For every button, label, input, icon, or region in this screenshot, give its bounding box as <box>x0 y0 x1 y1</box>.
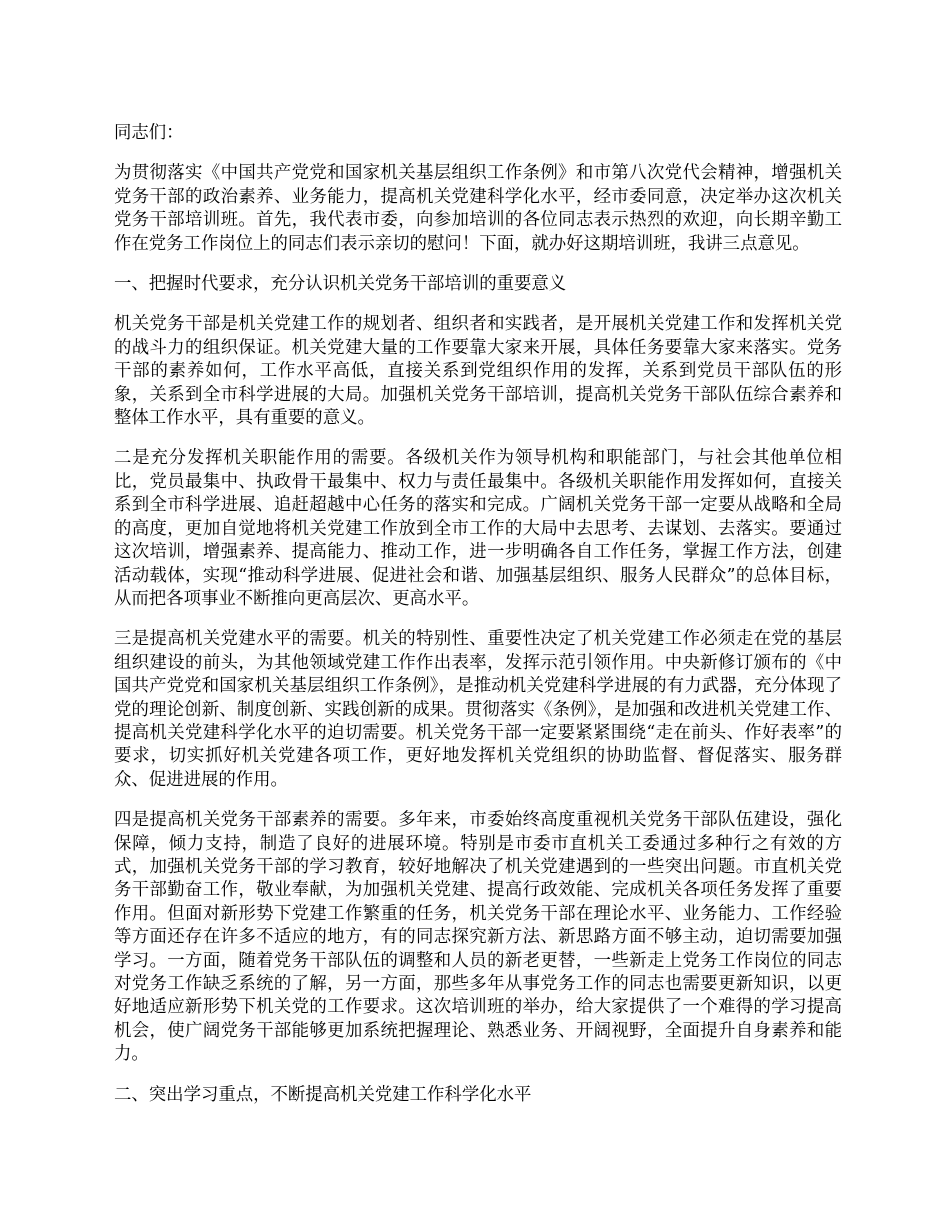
document-body <box>114 122 842 1124</box>
body-paragraph: 四是提高机关党务干部素养的需要。多年来，市委始终高度重视机关党务干部队伍建设，强化保障，倾力支持，制造了良好的进展环境。特别是市委市直机关工委通过多种行之有效的方式，加强机关党务干部的学习教育，较好地解决了机关党建遇到的一些突出问题。市直机关党务干部勤奋工作，敬业奉献，为加强机关党建、提高行政效能、完成机关各项任务发挥了重要作用。但面对新形势下党建工作繁重的任务，机关党务干部在理论水平、业务能力、工作经验等方面还存在许多不适应的地方，有的同志探究新方法、新思路方面不够主动，迫切需要加强学习。一方面，随着党务干部队伍的调整和人员的新老更替，一些新走上党务工作岗位的同志对党务工作缺乏系统的了解，另一方面，那些多年从事党务工作的同志也需要更新知识，以更好地适应新形势下机关党的工作要求。这次培训班的举办，给大家提供了一个难得的学习提高机会，使广阔党务干部能够更加系统把握理论、熟悉业务、开阔视野，全面提升自身素养和能力。 <box>114 810 842 1065</box>
body-paragraph: 二是充分发挥机关职能作用的需要。各级机关作为领导机构和职能部门，与社会其他单位相比，党员最集中、执政骨干最集中、权力与责任最集中。各级机关职能作用发挥如何，直接关系到全市科学进展、追赶超越中心任务的落实和完成。广阔机关党务干部一定要从战略和全局的高度，更加自觉地将机关党建工作放到全市工作的大局中去思考、去谋划、去落实。要通过这次培训，增强素养、提高能力、推动工作，进一步明确各自工作任务，掌握工作方法，创建活动载体，实现“推动科学进展、促进社会和谐、加强基层组织、服务人民群众”的总体目标，从而把各项事业不断推向更高层次、更高水平。 <box>114 448 842 609</box>
opening-paragraph: 为贯彻落实《中国共产党党和国家机关基层组织工作条例》和市第八次党代会精神，增强机关党务干部的政治素养、业务能力，提高机关党建科学化水平，经市委同意，决定举办这次机关党务干部培训班。首先，我代表市委，向参加培训的各位同志表示热烈的欢迎，向长期辛勤工作在党务工作岗位上的同志们表示亲切的慰问！下面，就办好这期培训班，我讲三点意见。 <box>114 163 842 254</box>
section-heading-2: 二、突出学习重点，不断提高机关党建工作科学化水平 <box>114 1084 532 1105</box>
body-paragraph: 机关党务干部是机关党建工作的规划者、组织者和实践者，是开展机关党建工作和发挥机关党的战斗力的组织保证。机关党建大量的工作要靠大家来开展，具体任务要靠大家来落实。党务干部的素养如何，工作水平高低，直接关系到党组织作用的发挥，关系到党员干部队伍的形象，关系到全市科学进展的大局。加强机关党务干部培训，提高机关党务干部队伍综合素养和整体工作水平，具有重要的意义。 <box>114 314 842 429</box>
section-heading-1: 一、把握时代要求，充分认识机关党务干部培训的重要意义 <box>114 274 567 295</box>
body-paragraph: 三是提高机关党建水平的需要。机关的特别性、重要性决定了机关党建工作必须走在党的基层组织建设的前头，为其他领域党建工作作出表率，发挥示范引领作用。中央新修订颁布的《中国共产党党和国家机关基层组织工作条例》，是推动机关党建科学进展的有力武器，充分体现了党的理论创新、制度创新、实践创新的成果。贯彻落实《条例》，是加强和改进机关党建工作、提高机关党建科学化水平的迫切需要。机关党务干部一定要紧紧围绕“走在前头、作好表率”的要求，切实抓好机关党建各项工作，更好地发挥机关党组织的协助监督、督促落实、服务群众、促进进展的作用。 <box>114 629 842 790</box>
salutation: 同志们： <box>114 123 184 143</box>
